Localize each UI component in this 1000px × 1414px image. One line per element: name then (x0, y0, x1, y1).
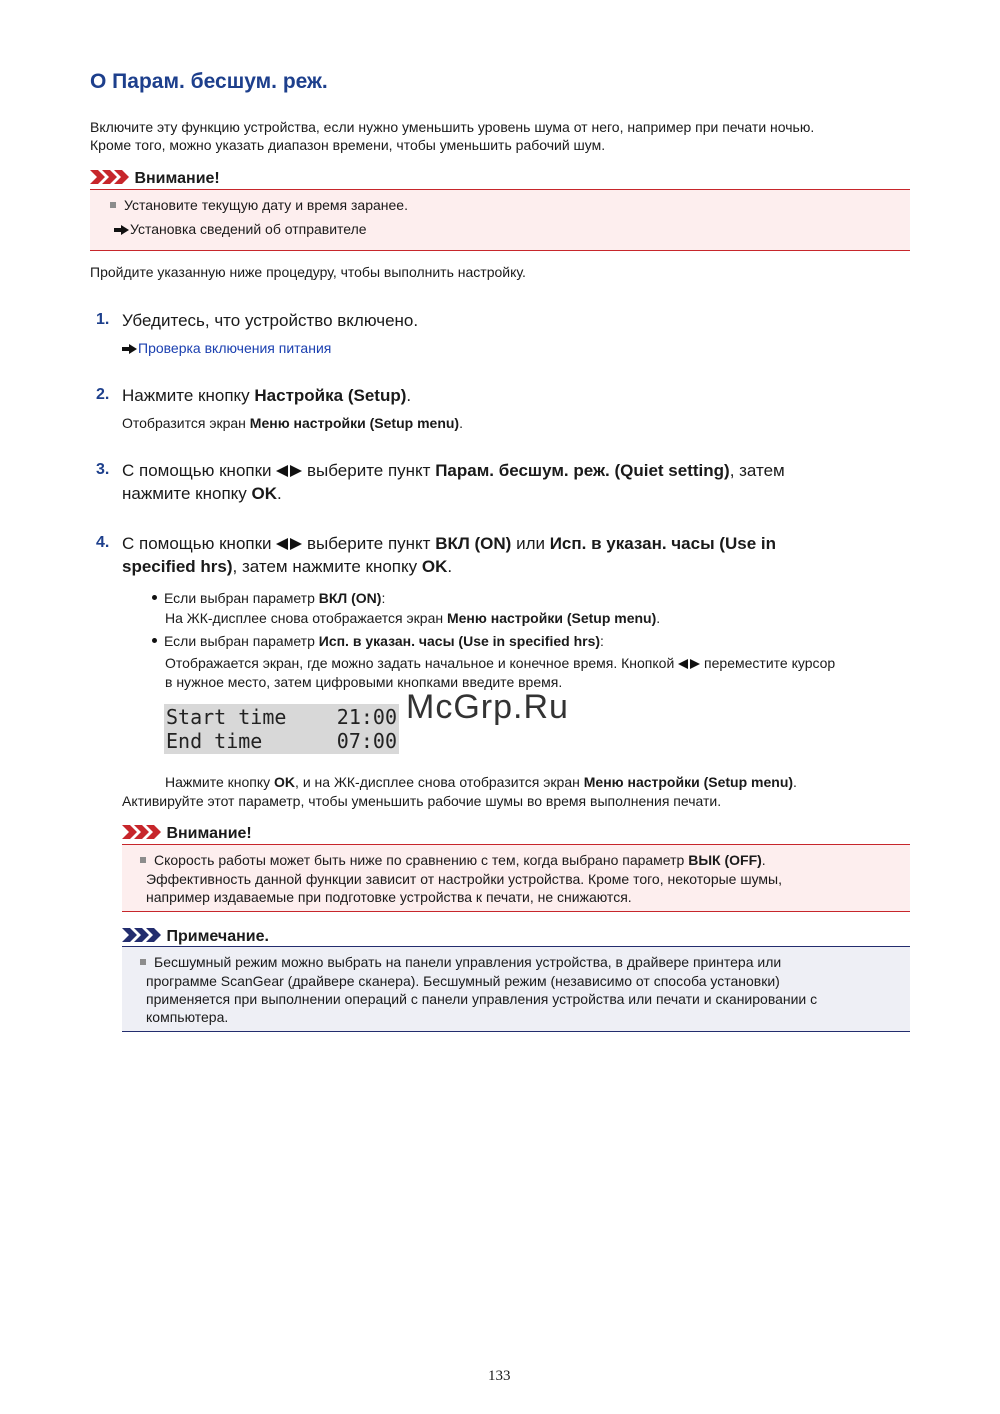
lcd-display (164, 704, 399, 754)
lcd-end-row (166, 729, 397, 753)
note-line-4: компьютера. (146, 1009, 229, 1025)
step-4-bullet-1: Если выбран параметр ВКЛ (ON): (152, 588, 385, 608)
step-4-bullet-2: Если выбран параметр Исп. в указан. часы (Use in specified hrs): (152, 631, 604, 651)
note-chevrons-icon (122, 926, 162, 944)
warning-2-header (122, 823, 252, 843)
arrow-right-icon (122, 340, 138, 356)
intro-line-2: Кроме того, можно указать диапазон времени, чтобы уменьшить рабочий шум. (90, 137, 606, 153)
bullet-icon (152, 595, 157, 600)
square-bullet-icon (140, 959, 146, 965)
procedure-intro: Пройдите указанную ниже процедуру, чтобы выполнить настройку. (90, 264, 526, 280)
step-2-number: 2. (96, 386, 110, 403)
note-box (122, 946, 910, 1032)
left-right-buttons-icon (276, 461, 302, 480)
sender-info-link[interactable]: Установка сведений об отправителе (130, 221, 367, 237)
note-line-3: применяется при выполнении операций с панели управления устройства или печати и сканировании с (146, 991, 818, 1007)
note-header (122, 926, 269, 946)
left-right-buttons-icon (678, 655, 700, 671)
step-4-bullet-1-sub: На ЖК-дисплее снова отображается экран Меню настройки (Setup menu). (165, 610, 661, 626)
lcd-start-label: Start time (166, 705, 287, 729)
bullet-icon (152, 638, 157, 643)
warning-chevrons-icon (90, 168, 130, 186)
power-check-link[interactable]: Проверка включения питания (138, 340, 332, 356)
warning-box (90, 189, 910, 251)
warning-link-row[interactable] (114, 220, 367, 238)
step-2-sub: Отобразится экран Меню настройки (Setup menu). (122, 415, 463, 431)
step-3-text-line-2: нажмите кнопку OK. (122, 484, 282, 503)
warning-chevrons-icon (122, 823, 162, 841)
intro-line-1: Включите эту функцию устройства, если нужно уменьшить уровень шума от него, например при печати ночью. (90, 119, 815, 135)
watermark: McGrp.Ru (406, 688, 569, 726)
step-1-link-row[interactable] (122, 339, 331, 357)
warning-2-line-2: Эффективность данной функции зависит от настройки устройства. Кроме того, некоторые шумы, (146, 871, 782, 887)
lcd-start-row (166, 705, 397, 729)
activate-text: Активируйте этот параметр, чтобы уменьшить рабочие шумы во время выполнения печати. (122, 793, 722, 809)
lcd-end-value: 07:00 (336, 729, 397, 753)
step-3-number: 3. (96, 461, 110, 478)
step-4-text-line-2: specified hrs), затем нажмите кнопку OK. (122, 557, 453, 576)
note-line-2: программе ScanGear (драйвере сканера). Бесшумный режим (независимо от способа установки) (146, 973, 780, 989)
note-line-1: Бесшумный режим можно выбрать на панели управления устройства, в драйвере принтера или (140, 953, 781, 971)
step-1-text: Убедитесь, что устройство включено. (122, 311, 419, 330)
warning-2-heading: Внимание! (166, 825, 252, 842)
square-bullet-icon (110, 202, 116, 208)
step-2-text: Нажмите кнопку Настройка (Setup). (122, 386, 412, 405)
warning-heading: Внимание! (134, 170, 220, 187)
step-4-bullet-2-sub-1: Отображается экран, где можно задать начальное и конечное время. Кнопкой переместите курсор (165, 655, 836, 671)
after-lcd-text: Нажмите кнопку OK, и на ЖК-дисплее снова отобразится экран Меню настройки (Setup menu). (165, 774, 797, 790)
page-title: О Парам. бесшум. реж. (90, 70, 328, 93)
warning-2-box (122, 844, 910, 912)
lcd-start-value: 21:00 (336, 705, 397, 729)
step-1-number: 1. (96, 311, 110, 328)
step-4-number: 4. (96, 534, 110, 551)
note-heading: Примечание. (166, 928, 269, 945)
square-bullet-icon (140, 857, 146, 863)
arrow-right-icon (114, 221, 130, 237)
warning-2-line-1: Скорость работы может быть ниже по сравнению с тем, когда выбрано параметр ВЫК (OFF). (140, 851, 766, 869)
step-3-text-line-1: С помощью кнопки выберите пункт Парам. бесшум. реж. (Quiet setting), затем (122, 461, 785, 480)
warning-2-line-3: например издаваемые при подготовке устройства к печати, не снижаются. (146, 889, 632, 905)
step-4-bullet-2-sub-2: в нужное место, затем цифровыми кнопками введите время. (165, 674, 563, 690)
warning-item: Установите текущую дату и время заранее. (110, 196, 408, 214)
warning-header (90, 168, 220, 188)
step-4-text-line-1: С помощью кнопки выберите пункт ВКЛ (ON) или Исп. в указан. часы (Use in (122, 534, 776, 553)
lcd-end-label: End time (166, 729, 263, 753)
page-number: 133 (488, 1368, 511, 1384)
left-right-buttons-icon (276, 534, 302, 553)
